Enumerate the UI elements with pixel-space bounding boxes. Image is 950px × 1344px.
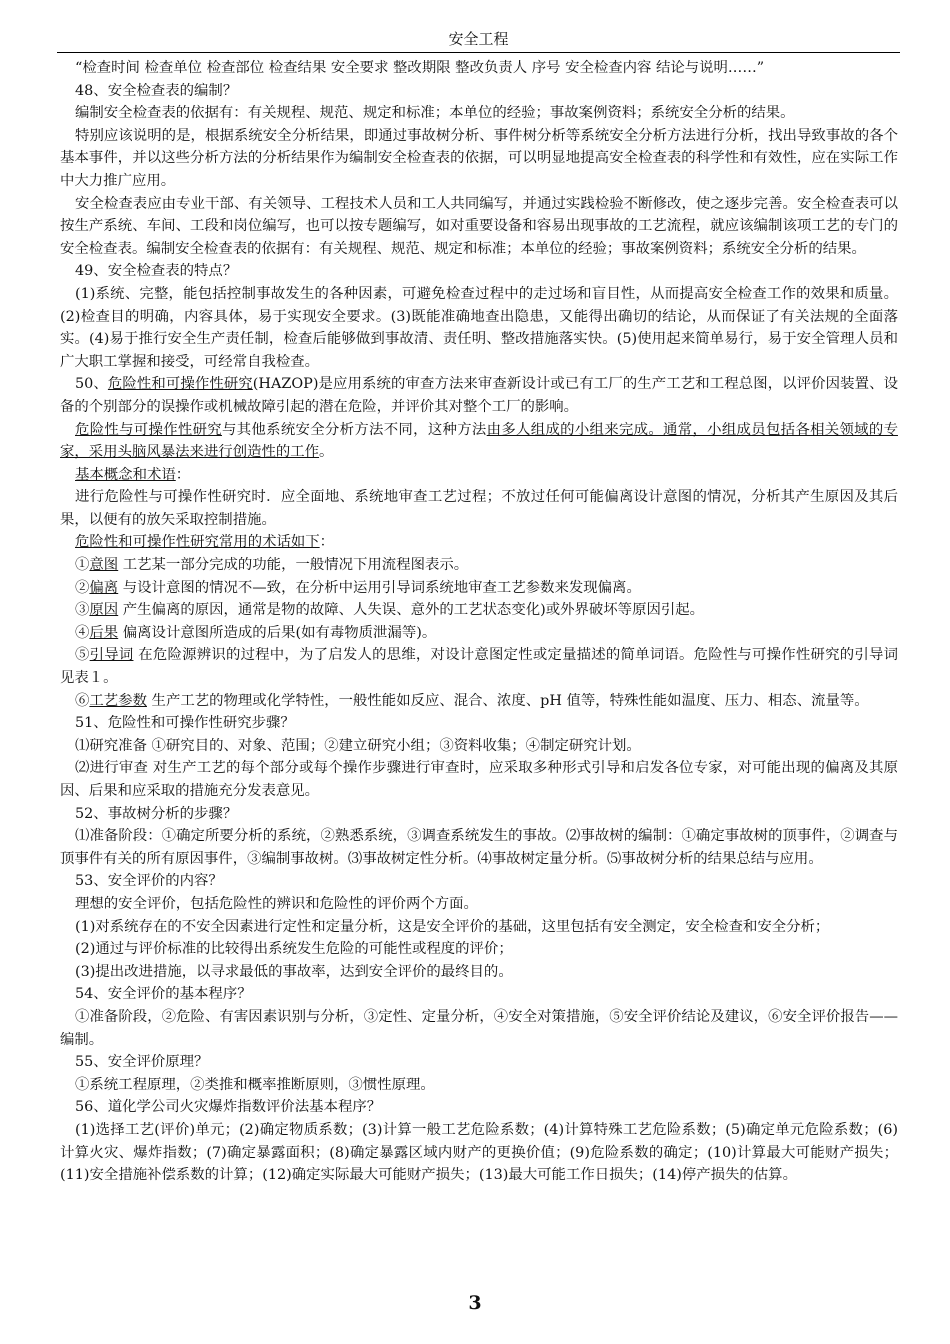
- paragraph: 特别应该说明的是，根据系统安全分析结果，即通过事故树分析、事件树分析等系统安全分析方法进行分析，找出导致事故的各个基本事件，并以这些分析方法的分析结果作为编制安全检查表的依据，可以明显地提高安全检查表的科学性和有效性，应在实际工作中大力推广应用。: [60, 127, 898, 189]
- section-heading: [60, 464, 898, 487]
- term-description: 工艺某一部分完成的功能，一般情况下用流程图表示。: [118, 557, 469, 574]
- paragraph: (1)选择工艺(评价)单元；(2)确定物质系数；(3)计算一般工艺危险系数；(4)计算特殊工艺危险系数；(5)确定单元危险系数；(6)计算火灾、爆炸指数；(7)确定暴露面积；(8)确定暴露区域内财产的更换价值；(9)危险系数的确定；(10)计算最大可能财产损失；(11)安全措施补偿系数的计算；(12)确定实际最大可能财产损失；(13)最大可能工作日损失；(14)停产损失的估算。: [60, 1121, 898, 1184]
- page-number: 3: [468, 1292, 482, 1314]
- term-name: 引导词: [89, 647, 134, 664]
- question-48: 48、安全检查表的编制？: [75, 82, 238, 99]
- paragraph: 安全检查表应由专业干部、有关领导、工程技术人员和工人共同编写，并通过实践检验不断修改，使之逐步完善。安全检查表可以按生产系统、车间、工段和岗位编写，也可以按专题编写，如对重要设备和容易出现事故的工艺流程，就应该编制该项工艺的专门的安全检查表。编制安全检查表的依据有：有关规程、规范、规定和标准；本单位的经验；事故案例资料；系统安全分析的结果。: [60, 195, 898, 257]
- term-item: [60, 554, 898, 577]
- paragraph: ⑴研究准备 ①研究目的、对象、范围；②建立研究小组；③资料收集；④制定研究计划。: [75, 737, 641, 754]
- term-name: 工艺参数: [89, 692, 147, 709]
- paragraph-text: (HAZOP)是应用系统的审查方法来审查新设计或已有工厂的生产工艺和工程总图，以评价因装置、设备的个别部分的误操作或机械故障引起的潜在危险，并评价其对整个工厂的影响。: [60, 376, 898, 415]
- term-name: 后果: [89, 624, 119, 641]
- paragraph: (3)提出改进措施，以寻求最低的事故率，达到安全评价的最终目的。: [75, 963, 513, 980]
- underlined-term: 危险性与可操作性研究: [75, 421, 223, 438]
- question-52: 52、事故树分析的步骤？: [75, 805, 238, 822]
- question-56: 56、道化学公司火灾爆炸指数评价法基本程序？: [75, 1099, 382, 1116]
- paragraph: (1)系统、完整，能包括控制事故发生的各种因素，可避免检查过程中的走过场和盲目性，从而提高安全检查工作的效果和质量。(2)检查目的明确，内容具体，易于实现安全要求。(3)既能准确地查出隐患，又能得出确切的结论，从而保证了有关法规的全面落实。(4)易于推行安全生产责任制，检查后能够做到事故清、责任明、整改措施落实快。(5)使用起来简单易行，易于安全管理人员和广大职工掌握和接受，可经常自我检查。: [60, 285, 898, 370]
- paragraph: 理想的安全评价，包括危险性的辨识和危险性的评价两个方面。: [75, 895, 478, 912]
- paragraph: 编制安全检查表的依据有：有关规程、规范、规定和标准；本单位的经验；事故案例资料；系统安全分析的结果。: [75, 105, 795, 122]
- term-description: 与设计意图的情况不—致，在分析中运用引导词系统地审查工艺参数来发现偏离。: [118, 579, 641, 596]
- term-description: 产生偏离的原因，通常是物的故障、人失误、意外的工艺状态变化)或外界破坏等原因引起。: [118, 602, 705, 619]
- term-item: [60, 622, 898, 645]
- term-number: ①: [75, 557, 90, 574]
- question-54: 54、安全评价的基本程序？: [75, 986, 252, 1003]
- question-number: 50、: [75, 376, 108, 393]
- term-item: [60, 577, 898, 600]
- paragraph: ①准备阶段，②危险、有害因素识别与分析，③定性、定量分析，④安全对策措施，⑤安全评价结论及建议，⑥安全评价报告——编制。: [60, 1008, 898, 1048]
- term-name: 偏离: [89, 579, 119, 596]
- paragraph-checklist-columns: “检查时间 检查单位 检查部位 检查结果 安全要求 整改期限 整改负责人 序号 安全检查内容 结论与说明……”: [75, 60, 765, 76]
- term-item: [60, 690, 898, 713]
- paragraph: 进行危险性与可操作性研究时．应全面地、系统地审查工艺过程；不放过任何可能偏离设计意图的情况，分析其产生原因及其后果，以便有的放矢采取控制措施。: [60, 489, 898, 528]
- term-number: ⑤: [75, 647, 90, 664]
- paragraph-text: 与其他系统安全分析方法不同，这种方法: [222, 421, 487, 438]
- paragraph: ⑴准备阶段：①确定所要分析的系统，②熟悉系统，③调查系统发生的事故。⑵事故树的编制：①确定事故树的顶事件，②调查与顶事件有关的所有原因事件，③编制事故树。⑶事故树定性分析。⑷事故树定量分析。⑸事故树分析的结果总结与应用。: [60, 828, 898, 867]
- term-number: ②: [75, 579, 90, 596]
- paragraph: (1)对系统存在的不安全因素进行定性和定量分析，这是安全评价的基础，这里包括有安全测定，安全检查和安全分析；: [75, 918, 830, 935]
- underlined-term: 危险性和可操作性研究: [107, 376, 253, 393]
- paragraph-hazop-team: [60, 419, 898, 464]
- term-number: ⑥: [75, 692, 90, 709]
- term-number: ④: [75, 624, 90, 641]
- section-heading: [60, 531, 898, 554]
- paragraph: ⑵进行审查 对生产工艺的每个部分或每个操作步骤进行审查时，应采取多种形式引导和启发各位专家，对可能出现的偏离及其原因、后果和应采取的措施充分发表意见。: [60, 760, 898, 799]
- question-53: 53、安全评价的内容？: [75, 873, 223, 890]
- term-description: 偏离设计意图所造成的后果(如有毒物质泄漏等)。: [118, 624, 437, 641]
- colon: ：: [319, 534, 335, 551]
- question-55: 55、安全评价原理？: [75, 1054, 209, 1071]
- paragraph-text: 。: [319, 444, 334, 461]
- paragraph-hazop-definition: [60, 373, 898, 418]
- header-title: 安全工程: [448, 30, 509, 48]
- colon: ：: [175, 466, 191, 483]
- term-description: 在危险源辨识的过程中，为了启发人的思维，对设计意图定性或定量描述的简单词语。危险性与可操作性研究的引导词见表１。: [60, 647, 898, 687]
- page-header: [57, 26, 900, 53]
- term-item: [60, 644, 898, 689]
- question-49: 49、安全检查表的特点？: [75, 263, 238, 280]
- term-number: ③: [75, 602, 90, 619]
- question-51: 51、危险性和可操作性研究步骤？: [75, 715, 295, 732]
- term-name: 意图: [89, 557, 119, 574]
- paragraph: ①系统工程原理，②类推和概率推断原则，③惯性原理。: [75, 1076, 435, 1093]
- term-item: [60, 599, 898, 622]
- section-title: 基本概念和术语: [75, 466, 176, 483]
- paragraph: (2)通过与评价标准的比较得出系统发生危险的可能性或程度的评价；: [75, 941, 513, 958]
- term-description: 生产工艺的物理或化学特性，一般性能如反应、混合、浓度、pH 值等，特殊性能如温度、压力、相态、流量等。: [146, 692, 869, 709]
- section-title: 危险性和可操作性研究常用的术话如下: [75, 534, 320, 551]
- document-body: [60, 57, 898, 1187]
- term-name: 原因: [89, 602, 119, 619]
- underlined-text: 由多人组成的小组来完成。通常，小组成员包括各相关领域的专家，采用头脑风暴法来进行创造性的工作: [60, 421, 898, 461]
